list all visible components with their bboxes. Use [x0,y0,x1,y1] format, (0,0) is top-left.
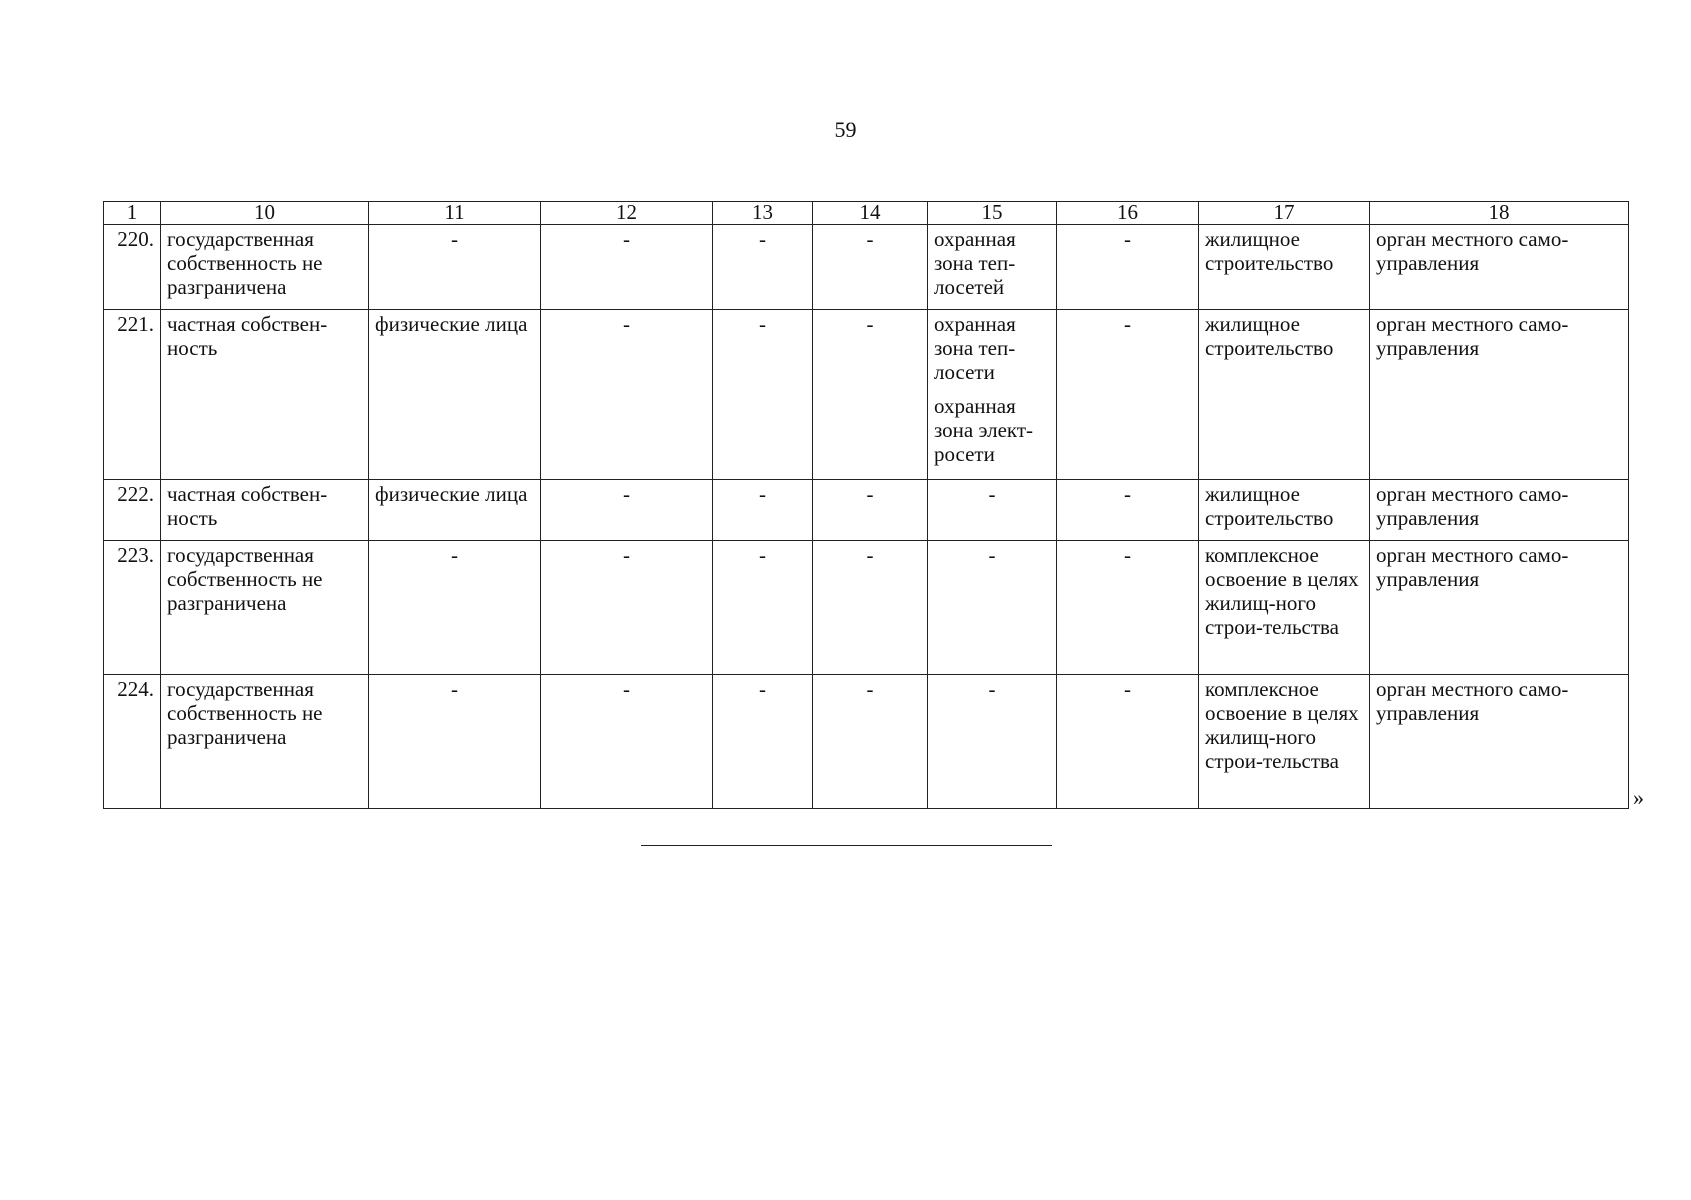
column-header: 17 [1199,202,1370,225]
purpose-cell: жилищное строительство [1199,480,1370,541]
col11-cell: физические лица [369,480,541,541]
col14-cell: - [813,310,928,480]
table-row [104,225,1629,310]
row-number: 222. [104,480,161,541]
col13-cell: - [713,541,813,675]
col13-cell: - [713,225,813,310]
col12-cell: - [541,541,713,675]
column-header: 1 [104,202,161,225]
col13-cell: - [713,675,813,809]
ownership-cell: частная собствен-ность [161,480,369,541]
col16-cell: - [1057,310,1199,480]
authority-cell: орган местного само-управления [1370,541,1629,675]
column-header: 14 [813,202,928,225]
col11-cell: - [369,675,541,809]
page-number: 59 [834,117,857,142]
column-header: 10 [161,202,369,225]
purpose-cell: жилищное строительство [1199,310,1370,480]
col13-cell: - [713,480,813,541]
col12-cell: - [541,225,713,310]
table-row [104,541,1629,675]
column-header: 16 [1057,202,1199,225]
row-number: 221. [104,310,161,480]
col16-cell: - [1057,541,1199,675]
col14-cell: - [813,541,928,675]
closing-quote-mark: » [1633,785,1644,810]
ownership-cell: частная собствен-ность [161,310,369,480]
row-number: 220. [104,225,161,310]
col11-cell: - [369,541,541,675]
col15-cell [928,310,1057,480]
col16-cell: - [1057,675,1199,809]
ownership-cell: государственная собственность не разграничена [161,225,369,310]
table-header-row [104,202,1629,225]
col15-cell [928,225,1057,310]
col13-cell: - [713,310,813,480]
col16-cell: - [1057,480,1199,541]
authority-cell: орган местного само-управления [1370,310,1629,480]
col11-cell: - [369,225,541,310]
row-number: 224. [104,675,161,809]
encumbrance-text: охранная зона теп-лосети [934,312,1016,384]
authority-cell: орган местного само-управления [1370,225,1629,310]
col14-cell: - [813,225,928,310]
col12-cell: - [541,310,713,480]
table-row [104,480,1629,541]
col12-cell: - [541,675,713,809]
column-header: 12 [541,202,713,225]
ownership-cell: государственная собственность не разграничена [161,675,369,809]
authority-cell: орган местного само-управления [1370,675,1629,809]
col16-cell: - [1057,225,1199,310]
registry-table [103,201,1629,809]
column-header: 18 [1370,202,1629,225]
col15-cell: - [928,675,1057,809]
col11-cell: физические лица [369,310,541,480]
encumbrance-text: охранная зона теп-лосетей [934,227,1016,299]
encumbrance-text-secondary: охранная зона элект-росети [934,394,1034,466]
ownership-cell: государственная собственность не разграничена [161,541,369,675]
end-of-document-rule [641,845,1052,846]
purpose-cell: комплексное освоение в целях жилищ-ного строи-тельства [1199,541,1370,675]
table-row [104,675,1629,809]
table-row [104,310,1629,480]
col15-cell: - [928,541,1057,675]
column-header: 15 [928,202,1057,225]
column-header: 11 [369,202,541,225]
column-header: 13 [713,202,813,225]
col14-cell: - [813,480,928,541]
col15-cell: - [928,480,1057,541]
authority-cell: орган местного само-управления [1370,480,1629,541]
purpose-cell: комплексное освоение в целях жилищ-ного строи-тельства [1199,675,1370,809]
col14-cell: - [813,675,928,809]
col12-cell: - [541,480,713,541]
purpose-cell: жилищное строительство [1199,225,1370,310]
row-number: 223. [104,541,161,675]
